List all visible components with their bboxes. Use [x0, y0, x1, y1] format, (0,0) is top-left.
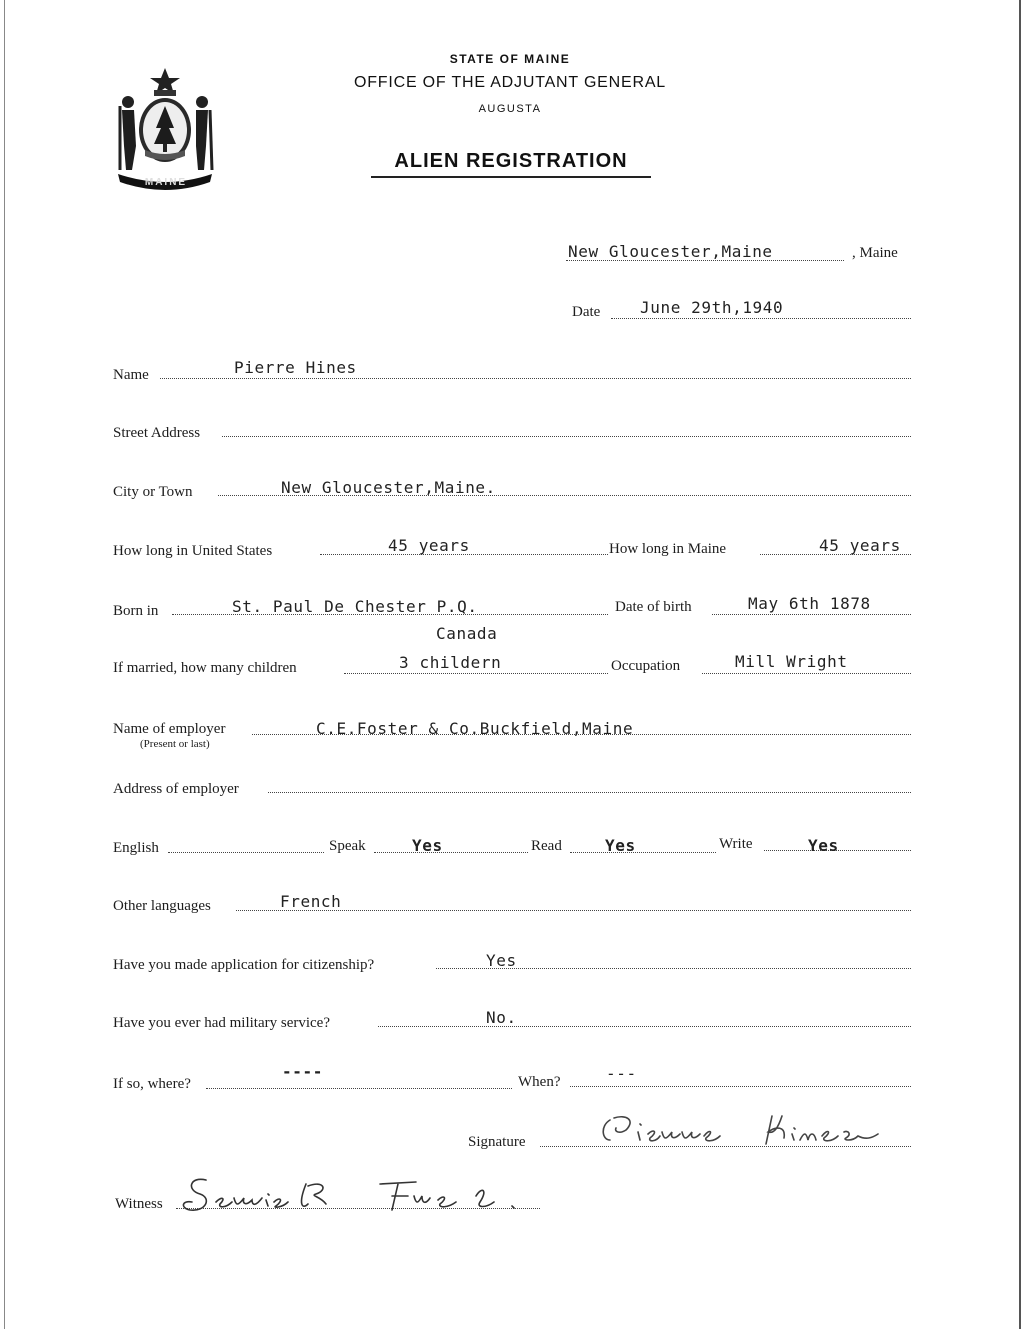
other-languages-value[interactable]: French: [280, 892, 342, 911]
children-value[interactable]: 3 childern: [399, 653, 502, 672]
witness-label: Witness: [115, 1196, 163, 1212]
employer-value[interactable]: C.E.Foster & Co.Buckfield,Maine: [316, 719, 634, 738]
speak-value[interactable]: Yes: [412, 836, 443, 855]
write-label: Write: [719, 836, 753, 852]
born-in-label: Born in: [113, 603, 159, 619]
military-label: Have you ever had military service?: [113, 1015, 330, 1031]
how-long-us-value[interactable]: 45 years: [388, 536, 470, 555]
signature-handwriting[interactable]: [596, 1110, 920, 1156]
scan-edge-right: [1019, 0, 1021, 1329]
employer-sublabel: (Present or last): [140, 738, 210, 750]
how-long-maine-label: How long in Maine: [609, 541, 727, 557]
military-value[interactable]: No.: [486, 1008, 517, 1027]
when-line: [570, 1086, 911, 1087]
occupation-line: [702, 673, 911, 674]
where-value[interactable]: ----: [282, 1062, 323, 1081]
date-value[interactable]: June 29th,1940: [640, 298, 784, 317]
read-label: Read: [531, 838, 562, 854]
signature-label: Signature: [468, 1134, 526, 1150]
location-value[interactable]: New Gloucester,Maine: [568, 242, 773, 261]
employer-label: Name of employer: [113, 721, 226, 737]
born-in-value[interactable]: St. Paul De Chester P.Q.: [232, 597, 478, 616]
occupation-value[interactable]: Mill Wright: [735, 652, 848, 671]
when-value[interactable]: ---: [606, 1064, 637, 1083]
header-office: OFFICE OF THE ADJUTANT GENERAL: [353, 74, 667, 91]
read-line: [570, 852, 716, 853]
dob-line: [712, 614, 911, 615]
maine-state-seal: [112, 66, 218, 192]
dob-value[interactable]: May 6th 1878: [748, 594, 871, 613]
citizenship-value[interactable]: Yes: [486, 951, 517, 970]
form-title: ALIEN REGISTRATION: [394, 150, 628, 172]
date-label: Date: [572, 304, 601, 320]
employer-address-line: [268, 792, 911, 793]
occupation-label: Occupation: [611, 658, 681, 674]
citizenship-label: Have you made application for citizenship?: [113, 957, 375, 973]
scan-edge-left: [4, 0, 5, 1329]
header-city: AUGUSTA: [478, 103, 542, 115]
name-line: [160, 378, 911, 379]
english-line: [168, 852, 324, 853]
where-label: If so, where?: [113, 1076, 191, 1092]
seal-banner-text: MAINE: [144, 177, 188, 188]
speak-label: Speak: [329, 838, 366, 854]
location-suffix: , Maine: [852, 245, 898, 261]
witness-handwriting[interactable]: [176, 1166, 536, 1236]
header-state: STATE OF MAINE: [449, 52, 571, 66]
how-long-us-label: How long in United States: [113, 543, 273, 559]
employer-address-label: Address of employer: [113, 781, 239, 797]
dob-label: Date of birth: [615, 599, 692, 615]
english-label: English: [113, 840, 159, 856]
where-line: [206, 1088, 512, 1089]
children-label: If married, how many children: [113, 660, 297, 676]
children-line: [344, 673, 608, 674]
city-label: City or Town: [113, 484, 193, 500]
write-value[interactable]: Yes: [808, 836, 839, 855]
military-line: [378, 1026, 911, 1027]
when-label: When?: [518, 1074, 561, 1090]
name-value[interactable]: Pierre Hines: [234, 358, 357, 377]
city-value[interactable]: New Gloucester,Maine.: [281, 478, 496, 497]
date-line: [611, 318, 911, 319]
read-value[interactable]: Yes: [605, 836, 636, 855]
name-label: Name: [113, 367, 149, 383]
street-address-line: [222, 436, 911, 437]
how-long-maine-value[interactable]: 45 years: [819, 536, 901, 555]
other-languages-label: Other languages: [113, 898, 211, 914]
born-in-country[interactable]: Canada: [436, 624, 498, 643]
speak-line: [374, 852, 528, 853]
street-address-label: Street Address: [113, 425, 201, 441]
title-underline: [371, 176, 651, 178]
